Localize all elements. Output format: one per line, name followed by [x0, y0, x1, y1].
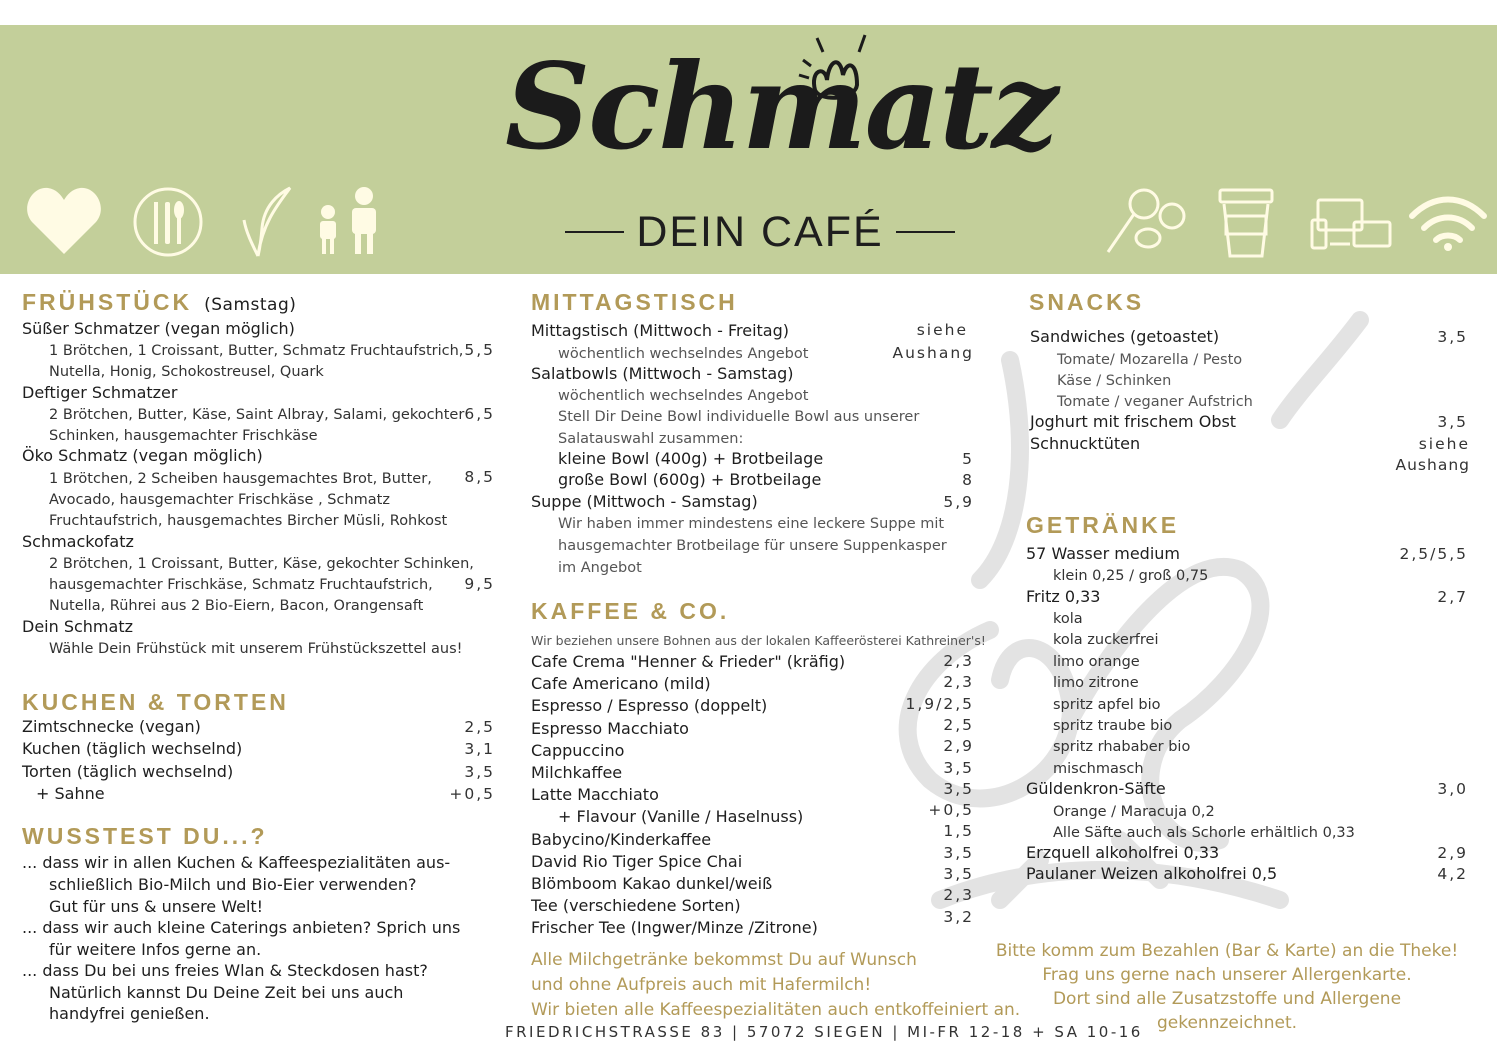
menu-item-name: Tee (verschiedene Sorten): [531, 896, 741, 915]
menu-item-price: 3,2: [943, 908, 974, 926]
section-kaffee-title: KAFFEE & CO.: [531, 598, 730, 624]
menu-item-price: 5: [962, 450, 974, 468]
menu-item-name: David Rio Tiger Spice Chai: [531, 852, 743, 871]
menu-item-price: 8: [962, 471, 974, 489]
menu-item-name: große Bowl (600g) + Brotbeilage: [558, 470, 822, 489]
heart-icon: [26, 186, 102, 256]
section-wusstest-title: WUSSTEST DU...?: [22, 823, 268, 849]
menu-item-desc: Tomate / veganer Aufstrich: [1057, 394, 1253, 410]
menu-item-name: Cafe Americano (mild): [531, 674, 711, 693]
menu-item-name: Erzquell alkoholfrei 0,33: [1026, 843, 1220, 862]
note-line: Alle Milchgetränke bekommst Du auf Wunsch: [531, 950, 917, 970]
menu-item-desc: 1 Brötchen, 2 Scheiben hausgemachtes Brot, Butter,: [49, 471, 432, 487]
menu-item-desc: Alle Säfte auch als Schorle erhältlich 0,33: [1053, 825, 1355, 841]
menu-item-desc: Fruchtaufstrich, hausgemachtes Bircher Müsli, Rohkost: [49, 513, 448, 529]
menu-item-name: Blömboom Kakao dunkel/weiß: [531, 874, 773, 893]
coffee-cup-icon: [1216, 186, 1276, 260]
logo: Schmatz: [505, 37, 1057, 176]
fritz-flavour: limo zitrone: [1053, 675, 1139, 692]
info-line: Gut für uns & unsere Welt!: [49, 897, 264, 916]
menu-item-name: Mittagstisch (Mittwoch - Freitag): [531, 321, 789, 340]
menu-item-name: Güldenkron-Säfte: [1026, 779, 1166, 798]
menu-item-desc: Orange / Maracuja 0,2: [1053, 804, 1215, 820]
info-line: ... dass wir in allen Kuchen & Kaffeespezialitäten aus-: [22, 853, 451, 872]
menu-item-name: Latte Macchiato: [531, 785, 659, 804]
menu-item-name: Espresso / Espresso (doppelt): [531, 696, 768, 715]
menu-item-price: Aushang: [1395, 456, 1470, 474]
menu-item-desc: wöchentlich wechselndes Angebot: [558, 346, 809, 362]
info-line: ... dass Du bei uns freies Wlan & Steckdosen hast?: [22, 961, 428, 980]
leaf-icon: [238, 184, 298, 260]
menu-item-desc: Nutella, Honig, Schokostreusel, Quark: [49, 364, 324, 380]
fritz-flavour: kola zuckerfrei: [1053, 632, 1159, 649]
menu-item-price: Aushang: [892, 344, 974, 362]
menu-item-price: 9,5: [464, 575, 495, 593]
menu-item-price: 2,5: [943, 716, 974, 734]
info-line: handyfrei genießen.: [49, 1004, 210, 1023]
menu-item-name: Babycino/Kinderkaffee: [531, 830, 712, 849]
menu-item-name: kleine Bowl (400g) + Brotbeilage: [558, 449, 824, 468]
menu-item-name: Schnucktüten: [1030, 434, 1141, 453]
menu-item-name: Paulaner Weizen alkoholfrei 0,5: [1026, 864, 1278, 883]
menu-item-price: 2,9: [1437, 844, 1468, 862]
menu-item-desc: Nutella, Rührei aus 2 Bio-Eiern, Bacon, Orangensaft: [49, 598, 424, 614]
menu-item-price: 3,5: [1437, 413, 1468, 431]
menu-item-price: +0,5: [449, 785, 495, 803]
kaffee-intro: Wir beziehen unsere Bohnen aus der lokalen Kaffeerösterei Kathreiner's!: [531, 633, 986, 648]
menu-item-name: Fritz 0,33: [1026, 587, 1101, 606]
milk-note: [531, 948, 1020, 1023]
menu-item-price: 5,5: [464, 341, 495, 359]
info-line: schließlich Bio-Milch und Bio-Eier verwenden?: [49, 875, 417, 894]
menu-item-name: Frischer Tee (Ingwer/Minze /Zitrone): [531, 918, 818, 937]
menu-item-price: siehe: [916, 321, 968, 339]
note-line: und ohne Aufpreis auch mit Hafermilch!: [531, 975, 872, 995]
menu-item-price: 1,9/2,5: [905, 695, 974, 713]
menu-item-name: Espresso Macchiato: [531, 719, 689, 738]
menu-item-desc: 2 Brötchen, 1 Croissant, Butter, Käse, gekochter Schinken,: [49, 556, 474, 572]
menu-item-price: 2,5: [464, 718, 495, 736]
menu-item-price: 3,5: [1437, 328, 1468, 346]
menu-item-name: + Sahne: [36, 784, 105, 803]
menu-item-name: Deftiger Schmatzer: [22, 383, 178, 402]
menu-item-price: 3,5: [464, 763, 495, 781]
menu-item-name: Öko Schmatz (vegan möglich): [22, 446, 263, 465]
menu-item-desc: Avocado, hausgemachter Frischkäse , Schmatz: [49, 492, 390, 508]
menu-item-desc: 2 Brötchen, Butter, Käse, Saint Albray, Salami, gekochter: [49, 407, 465, 423]
menu-item-desc: wöchentlich wechselndes Angebot: [558, 388, 809, 404]
menu-item-desc: Stell Dir Deine Bowl individuelle Bowl aus unserer: [558, 409, 920, 425]
menu-item-name: 57 Wasser medium: [1026, 544, 1180, 563]
fritz-flavour: mischmasch: [1053, 760, 1144, 777]
menu-item-price: 2,3: [943, 652, 974, 670]
menu-item-desc: Wähle Dein Frühstück mit unserem Frühstückszettel aus!: [49, 641, 463, 657]
section-fruehstueck-title: [22, 289, 296, 316]
menu-item-name: Milchkaffee: [531, 763, 623, 782]
note-line: Dort sind alle Zusatzstoffe und Allergene: [1052, 989, 1402, 1009]
fritz-flavour: kola: [1053, 611, 1083, 627]
menu-item-name: Sandwiches (getoastet): [1030, 327, 1220, 346]
cutlery-icon: [132, 186, 204, 258]
menu-item-name: Torten (täglich wechselnd): [22, 762, 234, 781]
menu-item-name: Salatbowls (Mittwoch - Samstag): [531, 364, 794, 383]
menu-item-price: 3,1: [464, 740, 495, 758]
menu-item-name: Cafe Crema "Henner & Frieder" (kräfig): [531, 652, 846, 671]
menu-item-name: Joghurt mit frischem Obst: [1030, 412, 1237, 431]
fritz-flavour: spritz traube bio: [1053, 718, 1173, 734]
menu-item-price: 2,5/5,5: [1399, 545, 1468, 563]
menu-item-price: 4,2: [1437, 865, 1468, 883]
menu-item-desc: Käse / Schinken: [1057, 373, 1172, 389]
menu-item-name: Kuchen (täglich wechselnd): [22, 739, 243, 758]
wifi-icon: [1408, 196, 1488, 252]
tagline-rule-left: [565, 231, 624, 233]
menu-item-price: 6,5: [464, 405, 495, 423]
section-mittag-title: MITTAGSTISCH: [531, 289, 738, 315]
fritz-flavour: spritz apfel bio: [1053, 696, 1161, 713]
section-kuchen-title: KUCHEN & TORTEN: [22, 689, 289, 715]
menu-item-desc: hausgemachter Frischkäse, Schmatz Fruchtaufstrich,: [49, 577, 433, 593]
sweets-icon: [1104, 186, 1188, 256]
devices-icon: [1310, 196, 1394, 254]
menu-item-price: 3,5: [943, 865, 974, 883]
payment-allergen-note: [985, 939, 1469, 1035]
menu-item-price: +0,5: [928, 801, 974, 819]
menu-item-price: 2,7: [1437, 588, 1468, 606]
menu-item-desc: im Angebot: [558, 560, 642, 576]
family-icon: [312, 186, 392, 256]
section-getraenke-title: GETRÄNKE: [1026, 512, 1180, 538]
menu-item-price: 3,0: [1437, 780, 1468, 798]
menu-item-name: Süßer Schmatzer (vegan möglich): [22, 319, 295, 338]
note-line: gekennzeichnet.: [1156, 1013, 1298, 1033]
section-snacks-title: SNACKS: [1029, 289, 1145, 315]
menu-item-price: 3,5: [943, 844, 974, 862]
fritz-flavour: limo orange: [1053, 653, 1140, 670]
menu-item-name: Zimtschnecke (vegan): [22, 717, 201, 736]
fruehstueck-heading: FRÜHSTÜCK: [22, 289, 193, 315]
info-line: Natürlich kannst Du Deine Zeit bei uns auch: [49, 983, 404, 1002]
fruehstueck-subtitle: (Samstag): [204, 295, 297, 315]
menu-item-name: + Flavour (Vanille / Haselnuss): [558, 807, 804, 826]
menu-item-name: Schmackofatz: [22, 532, 134, 551]
note-line: Wir bieten alle Kaffeespezialitäten auch entkoffeiniert an.: [531, 1000, 1021, 1020]
menu-item-price: 2,9: [943, 737, 974, 755]
menu-item-name: Suppe (Mittwoch - Samstag): [531, 492, 758, 511]
note-line: Frag uns gerne nach unserer Allergenkarte.: [1042, 965, 1412, 985]
menu-item-price: 3,5: [943, 780, 974, 798]
info-line: für weitere Infos gerne an.: [49, 940, 262, 959]
note-line: Bitte komm zum Bezahlen (Bar & Karte) an die Theke!: [995, 941, 1459, 961]
footer-address: FRIEDRICHSTRASSE 83 | 57072 SIEGEN | MI-FR 12-18 + SA 10-16: [505, 1023, 1143, 1041]
menu-item-desc: klein 0,25 / groß 0,75: [1053, 568, 1209, 584]
menu-item-price: 3,5: [943, 759, 974, 777]
menu-item-price: 2,3: [943, 886, 974, 904]
menu-item-price: 5,9: [943, 493, 974, 511]
menu-item-desc: Schinken, hausgemachter Frischkäse: [49, 428, 318, 444]
menu-item-desc: 1 Brötchen, 1 Croissant, Butter, Schmatz Fruchtaufstrich,: [49, 343, 464, 359]
menu-item-desc: Wir haben immer mindestens eine leckere Suppe mit: [558, 516, 945, 532]
info-line: ... dass wir auch kleine Caterings anbieten? Sprich uns: [22, 918, 461, 937]
menu-item-price: 8,5: [464, 468, 495, 486]
fritz-flavour: spritz rhababer bio: [1053, 739, 1191, 756]
tagline-rule-right: [896, 231, 955, 233]
tagline: [565, 204, 955, 260]
menu-item-price: siehe: [1418, 435, 1470, 453]
menu-item-price: 1,5: [943, 822, 974, 840]
menu-item-desc: Salatauswahl zusammen:: [558, 431, 744, 447]
menu-item-name: Dein Schmatz: [22, 617, 133, 636]
menu-item-price: 2,3: [943, 673, 974, 691]
tagline-text: DEIN CAFÉ: [636, 207, 884, 256]
menu-item-name: Cappuccino: [531, 741, 625, 760]
menu-item-desc: Tomate/ Mozarella / Pesto: [1057, 352, 1243, 368]
menu-item-desc: hausgemachter Brotbeilage für unsere Suppenkasper: [558, 538, 947, 554]
